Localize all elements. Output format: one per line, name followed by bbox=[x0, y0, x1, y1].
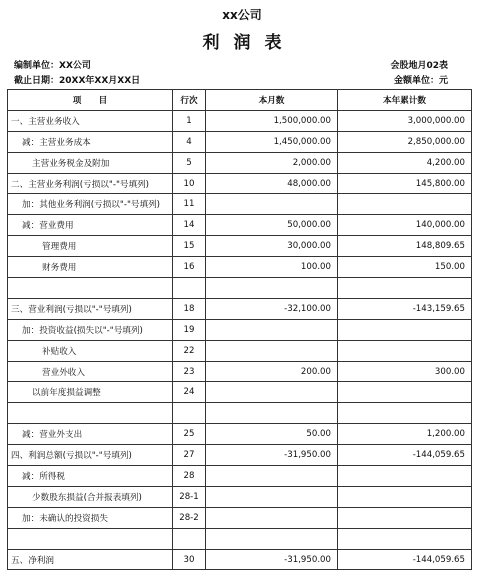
row-line-cell: 10 bbox=[173, 173, 206, 194]
row-line-cell: 4 bbox=[173, 131, 206, 152]
row-month-amount bbox=[206, 194, 338, 215]
row-line-cell: 5 bbox=[173, 152, 206, 173]
row-line-cell: 18 bbox=[173, 298, 206, 319]
currency-unit: 金额单位：元 bbox=[393, 76, 448, 86]
row-line-cell: 28-1 bbox=[173, 486, 206, 507]
table-row bbox=[8, 424, 472, 445]
table-row bbox=[8, 236, 472, 257]
row-item-cell: 减：所得税 bbox=[8, 466, 173, 487]
row-line-cell: 14 bbox=[173, 215, 206, 236]
row-item-cell: 减：营业费用 bbox=[8, 215, 173, 236]
row-month-amount: 1,450,000.00 bbox=[206, 131, 338, 152]
row-item-cell: 主营业务税金及附加 bbox=[8, 152, 173, 173]
table-row bbox=[8, 466, 472, 487]
table-row bbox=[8, 445, 472, 466]
table-row bbox=[8, 152, 472, 173]
row-line-cell: 11 bbox=[173, 194, 206, 215]
row-item-cell: 少数股东损益(合并报表填列) bbox=[8, 486, 173, 507]
table-row bbox=[8, 549, 472, 570]
row-month-amount: 2,000.00 bbox=[206, 152, 338, 173]
row-ytd-amount: 150.00 bbox=[338, 257, 472, 278]
row-month-amount: 50,000.00 bbox=[206, 215, 338, 236]
row-ytd-amount: 140,000.00 bbox=[338, 215, 472, 236]
preparing-unit: 编制单位：XX公司 bbox=[14, 61, 91, 71]
row-line-cell: 25 bbox=[173, 424, 206, 445]
row-item-cell: 加：投资收益(损失以"-"号填列) bbox=[8, 319, 173, 340]
form-code: 会股地月02表 bbox=[390, 61, 448, 71]
row-ytd-amount bbox=[338, 319, 472, 340]
table-row bbox=[8, 382, 472, 403]
table-row bbox=[8, 215, 472, 236]
row-month-amount bbox=[206, 340, 338, 361]
table-row bbox=[8, 319, 472, 340]
row-line-cell: 23 bbox=[173, 361, 206, 382]
row-ytd-amount bbox=[338, 528, 472, 549]
row-ytd-amount: 145,800.00 bbox=[338, 173, 472, 194]
table-row bbox=[8, 194, 472, 215]
table-row bbox=[8, 507, 472, 528]
row-ytd-amount bbox=[338, 507, 472, 528]
row-line-cell: 28 bbox=[173, 466, 206, 487]
row-item-cell: 财务费用 bbox=[8, 257, 173, 278]
row-ytd-amount: 3,000,000.00 bbox=[338, 110, 472, 131]
row-line-cell bbox=[173, 403, 206, 424]
row-line-cell: 30 bbox=[173, 549, 206, 570]
row-month-amount bbox=[206, 528, 338, 549]
table-row bbox=[8, 110, 472, 131]
row-item-cell bbox=[8, 278, 173, 299]
row-month-amount: 50.00 bbox=[206, 424, 338, 445]
row-line-cell: 19 bbox=[173, 319, 206, 340]
row-item-cell: 五、净利润 bbox=[8, 549, 173, 570]
row-ytd-amount: -143,159.65 bbox=[338, 298, 472, 319]
row-ytd-amount bbox=[338, 278, 472, 299]
table-header-row bbox=[8, 90, 472, 111]
row-item-cell: 加：未确认的投资损失 bbox=[8, 507, 173, 528]
row-line-cell: 1 bbox=[173, 110, 206, 131]
row-ytd-amount: -144,059.65 bbox=[338, 445, 472, 466]
row-line-cell: 28-2 bbox=[173, 507, 206, 528]
row-ytd-amount bbox=[338, 403, 472, 424]
row-ytd-amount bbox=[338, 486, 472, 507]
table-row bbox=[8, 257, 472, 278]
row-month-amount bbox=[206, 319, 338, 340]
row-month-amount bbox=[206, 486, 338, 507]
column-header-line: 行次 bbox=[173, 90, 206, 111]
row-item-cell: 减：营业外支出 bbox=[8, 424, 173, 445]
table-row bbox=[8, 403, 472, 424]
income-statement-table bbox=[7, 89, 472, 570]
row-line-cell: 15 bbox=[173, 236, 206, 257]
row-month-amount: -31,950.00 bbox=[206, 445, 338, 466]
column-header-item: 项 目 bbox=[8, 90, 173, 111]
table-row bbox=[8, 340, 472, 361]
row-ytd-amount bbox=[338, 466, 472, 487]
row-ytd-amount bbox=[338, 340, 472, 361]
row-item-cell: 加：其他业务利润(亏损以"-"号填列) bbox=[8, 194, 173, 215]
table-row bbox=[8, 361, 472, 382]
row-ytd-amount: -144,059.65 bbox=[338, 549, 472, 570]
row-line-cell: 24 bbox=[173, 382, 206, 403]
row-line-cell bbox=[173, 528, 206, 549]
row-month-amount bbox=[206, 278, 338, 299]
row-item-cell: 管理费用 bbox=[8, 236, 173, 257]
table-row bbox=[8, 131, 472, 152]
row-month-amount bbox=[206, 382, 338, 403]
report-title: 利润表 bbox=[202, 33, 296, 53]
row-line-cell: 22 bbox=[173, 340, 206, 361]
row-item-cell: 补贴收入 bbox=[8, 340, 173, 361]
row-ytd-amount: 2,850,000.00 bbox=[338, 131, 472, 152]
row-month-amount: 200.00 bbox=[206, 361, 338, 382]
table-row bbox=[8, 278, 472, 299]
row-ytd-amount: 300.00 bbox=[338, 361, 472, 382]
row-item-cell bbox=[8, 403, 173, 424]
row-ytd-amount bbox=[338, 194, 472, 215]
closing-date: 截止日期：20XX年XX月XX日 bbox=[14, 76, 141, 86]
table-body bbox=[8, 110, 472, 570]
row-month-amount: 30,000.00 bbox=[206, 236, 338, 257]
row-month-amount bbox=[206, 403, 338, 424]
row-month-amount: 48,000.00 bbox=[206, 173, 338, 194]
row-line-cell: 27 bbox=[173, 445, 206, 466]
row-month-amount bbox=[206, 507, 338, 528]
table-row bbox=[8, 173, 472, 194]
table-row bbox=[8, 486, 472, 507]
row-item-cell: 三、营业利润(亏损以"-"号填列) bbox=[8, 298, 173, 319]
row-month-amount: 100.00 bbox=[206, 257, 338, 278]
row-item-cell bbox=[8, 528, 173, 549]
table-row bbox=[8, 528, 472, 549]
column-header-ytd: 本年累计数 bbox=[338, 90, 472, 111]
row-item-cell: 以前年度损益调整 bbox=[8, 382, 173, 403]
row-item-cell: 四、利润总额(亏损以"-"号填列) bbox=[8, 445, 173, 466]
row-month-amount: -32,100.00 bbox=[206, 298, 338, 319]
company-name: xx公司 bbox=[222, 8, 262, 22]
row-item-cell: 一、主营业务收入 bbox=[8, 110, 173, 131]
column-header-month: 本月数 bbox=[206, 90, 338, 111]
row-item-cell: 二、主营业务利润(亏损以"-"号填列) bbox=[8, 173, 173, 194]
row-ytd-amount bbox=[338, 382, 472, 403]
row-item-cell: 营业外收入 bbox=[8, 361, 173, 382]
table-row bbox=[8, 298, 472, 319]
row-line-cell bbox=[173, 278, 206, 299]
row-item-cell: 减：主营业务成本 bbox=[8, 131, 173, 152]
row-ytd-amount: 1,200.00 bbox=[338, 424, 472, 445]
row-line-cell: 16 bbox=[173, 257, 206, 278]
row-ytd-amount: 4,200.00 bbox=[338, 152, 472, 173]
row-ytd-amount: 148,809.65 bbox=[338, 236, 472, 257]
row-month-amount: 1,500,000.00 bbox=[206, 110, 338, 131]
row-month-amount: -31,950.00 bbox=[206, 549, 338, 570]
row-month-amount bbox=[206, 466, 338, 487]
